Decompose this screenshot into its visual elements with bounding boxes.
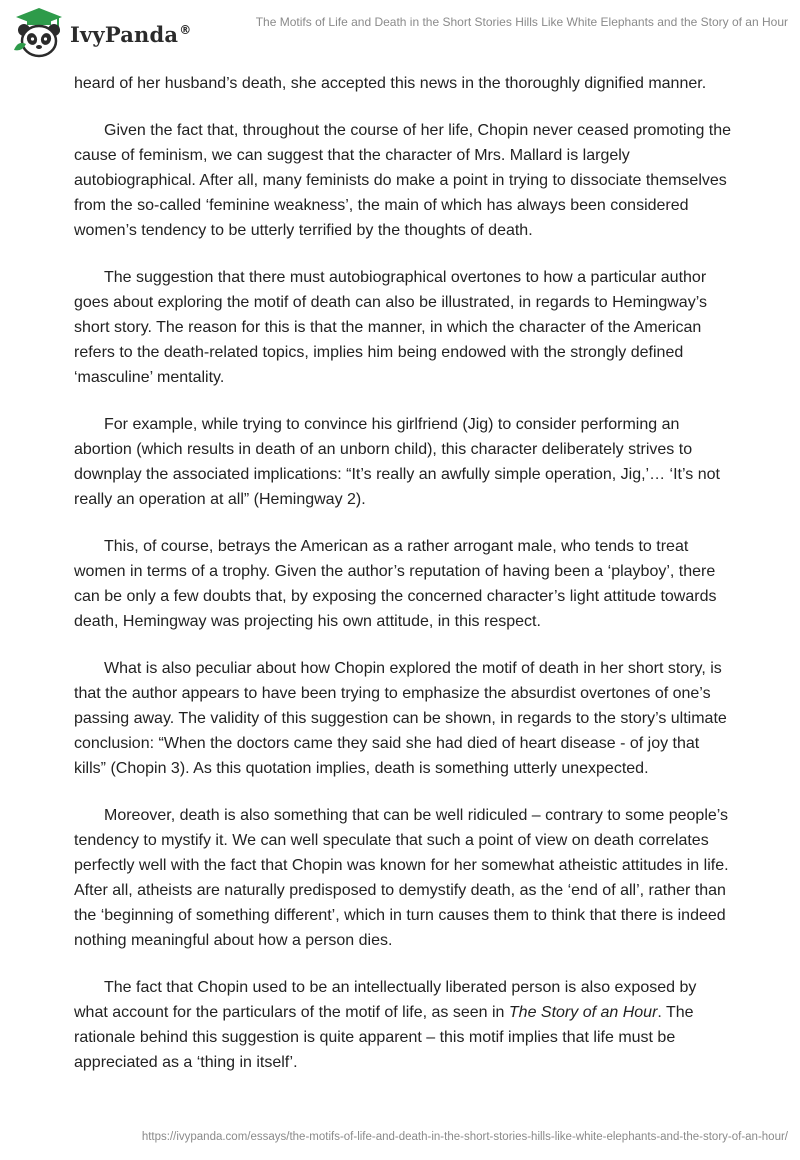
paragraph: Moreover, death is also something that can be well ridiculed – contrary to some people’s tendency to mystify it. We can well speculate that such a point of view on death correlates perfectly well with the fact that Chopin was known for her somewhat atheistic attitudes in life. After all, atheists are naturally predisposed to demystify death, as the ‘end of all’, rather than the ‘beginning of something different’, which in turn causes them to think that there is indeed nothing meaningful about how a person dies.	[74, 807, 729, 949]
story-title-italic: The Story of an Hour	[508, 1004, 658, 1021]
ivypanda-logo[interactable]	[12, 6, 191, 58]
registered-mark: ®	[179, 22, 192, 37]
paragraph: What is also peculiar about how Chopin explored the motif of death in her short story, is that the author appears to have been trying to emphasize the absurdist overtones of one’s passing away. The validity of this suggestion can be shown, in regards to the story’s ultimate conclusion: “When the doctors came they said she had died of heart disease - of joy that kills” (Chopin 3). As this quotation implies, death is something utterly unexpected.	[74, 660, 727, 777]
essay-body	[74, 71, 734, 1097]
paragraph: The suggestion that there must autobiographical overtones to how a particular author goes about exploring the motif of death can also be illustrated, in regards to Hemingway’s short story. The reason for this is that the manner, in which the character of the American refers to the death-related topics, implies him being endowed with the strongly defined ‘masculine’ mentality.	[74, 269, 707, 386]
paragraph: For example, while trying to convince his girlfriend (Jig) to consider performing an abortion (which results in death of an unborn child), this character deliberately strives to downplay the associated implications: “It’s really an awfully simple operation, Jig,’… ‘It’s not really an operation at all” (Hemingway 2).	[74, 416, 720, 508]
paragraph-continued: heard of her husband’s death, she accepted this news in the thoroughly dignified manner.	[74, 75, 707, 92]
paragraph-last	[74, 975, 734, 1075]
panda-graduate-icon	[12, 6, 66, 58]
document-title: The Motifs of Life and Death in the Short Stories Hills Like White Elephants and the Story of an Hour	[255, 15, 788, 29]
page-header	[0, 0, 800, 60]
paragraph: This, of course, betrays the American as a rather arrogant male, who tends to treat women in terms of a trophy. Given the author’s reputation of having been a ‘playboy’, there can be only a few doubts that, by exposing the concerned character’s light attitude towards death, Hemingway was projecting his own attitude, in this respect.	[74, 538, 717, 630]
paragraph: Given the fact that, throughout the course of her life, Chopin never ceased promoting the cause of feminism, we can suggest that the character of Mrs. Mallard is largely autobiographical. After all, many feminists do make a point in trying to dissociate themselves from the so-called ‘feminine weakness’, the main of which has always been considered women’s tendency to be utterly terrified by the thoughts of death.	[74, 122, 732, 239]
brand-name: IvyPanda®	[70, 21, 192, 47]
source-url-link[interactable]: https://ivypanda.com/essays/the-motifs-of-life-and-death-in-the-short-stories-hills-like-white-elephants-and-the-story-of-an-hour/	[141, 1131, 788, 1143]
paragraph-text: . The rationale behind this suggestion is quite apparent – this motif implies that life must be appreciated as a ‘thing in itself’.	[74, 1004, 694, 1071]
paragraph-text: The fact that Chopin used to be an intellectually liberated person is also exposed by what account for the particulars of the motif of life, as seen in	[74, 979, 697, 1021]
